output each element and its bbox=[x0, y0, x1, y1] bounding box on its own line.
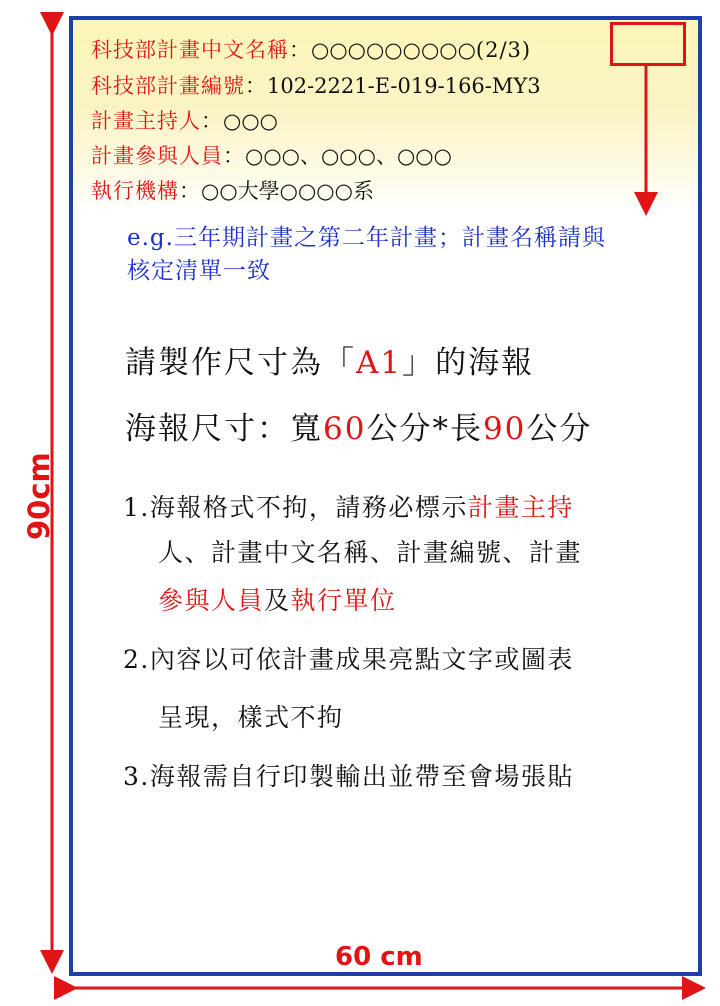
rule-item-2-line-2: 呈現，樣式不拘 bbox=[158, 703, 344, 732]
width-value: 60 bbox=[323, 411, 367, 447]
dims-post: 公分 bbox=[526, 411, 593, 447]
separator: ： bbox=[245, 74, 267, 98]
dims-mid: 公分*長 bbox=[366, 411, 483, 447]
rule-item-1-line-2: 人、計畫中文名稱、計畫編號、計畫 bbox=[158, 538, 583, 567]
width-label: 60 cm bbox=[335, 942, 423, 972]
list-number: 1. bbox=[123, 493, 150, 522]
separator: ： bbox=[201, 109, 223, 133]
pi-label: 計畫主持人 bbox=[91, 109, 201, 133]
example-note: e.g.三年期計畫之第二年計畫；計畫名稱請與核定清單一致 bbox=[127, 225, 606, 284]
size-title-post: 」的海報 bbox=[402, 345, 535, 381]
size-value: A1 bbox=[356, 345, 403, 381]
members-label: 計畫參與人員 bbox=[91, 144, 223, 168]
rule-highlight: 參與人員 bbox=[158, 586, 265, 615]
year-tag: (2/3) bbox=[475, 38, 532, 62]
institution-label: 執行機構 bbox=[91, 179, 179, 203]
project-number-label: 科技部計畫編號 bbox=[91, 74, 245, 98]
rule-highlight: 計畫主持 bbox=[467, 493, 574, 522]
length-value: 90 bbox=[482, 411, 527, 447]
list-number: 3. bbox=[123, 762, 150, 791]
members-value: ○○○、○○○、○○○ bbox=[245, 144, 452, 168]
separator: ： bbox=[179, 179, 201, 203]
project-number-value: 102-2221-E-019-166-MY3 bbox=[267, 74, 541, 98]
rule-text: 海報格式不拘，請務必標示 bbox=[149, 493, 468, 522]
rule-text: 內容以可依計畫成果亮點文字或圖表 bbox=[149, 645, 574, 674]
project-name-label: 科技部計畫中文名稱 bbox=[91, 38, 289, 62]
list-number: 2. bbox=[123, 645, 150, 674]
project-name-value: ○○○○○○○○○ bbox=[311, 38, 476, 62]
separator: ： bbox=[289, 38, 311, 62]
size-title-pre: 請製作尺寸為「 bbox=[125, 345, 356, 381]
height-label: 90cm bbox=[22, 452, 56, 540]
rule-highlight: 執行單位 bbox=[290, 586, 397, 615]
rule-text: 海報需自行印製輸出並帶至會場張貼 bbox=[149, 762, 574, 791]
institution-value: ○○大學○○○○系 bbox=[201, 179, 374, 203]
pi-value: ○○○ bbox=[223, 109, 278, 133]
separator: ： bbox=[223, 144, 245, 168]
dims-pre: 海報尺寸：寬 bbox=[125, 411, 323, 447]
rule-text: 及 bbox=[264, 586, 291, 615]
